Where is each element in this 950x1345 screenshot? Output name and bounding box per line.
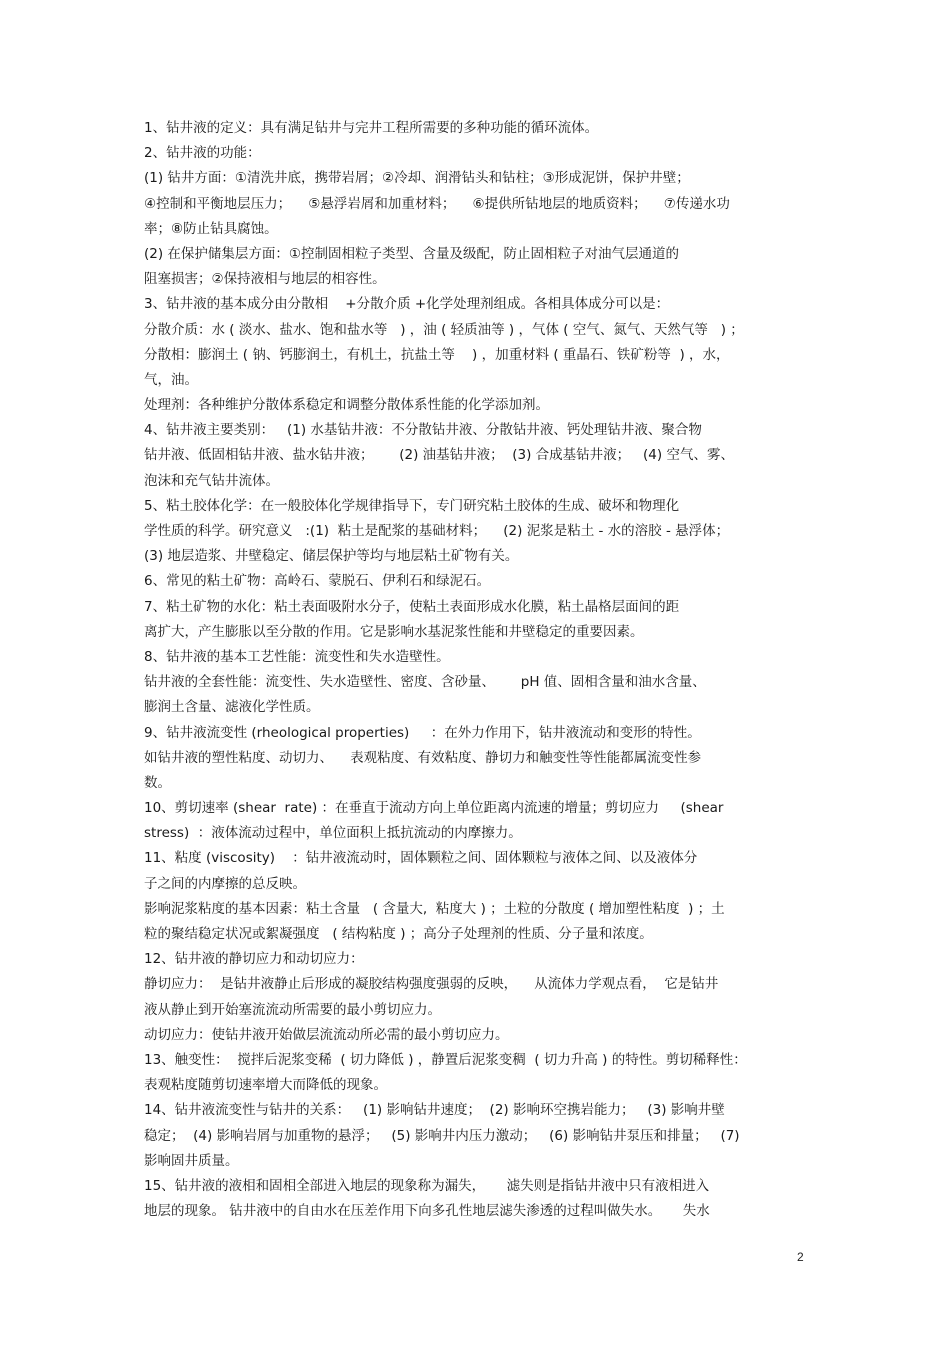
text-line: (2) 在保护储集层方面：①控制固相粒子类型、含量及级配，防止固相粒子对油气层通道的 <box>144 245 680 262</box>
text-line: 6、常见的粘土矿物：高岭石、蒙脱石、伊利石和绿泥石。 <box>144 573 491 590</box>
text-line: 如钻井液的塑性粘度、动切力、 表观粘度、有效粘度、静切力和触变性等性能都属流变性参 <box>144 749 702 766</box>
text-line: 影响固井质量。 <box>144 1152 239 1169</box>
text-line: 14、钻井液流变性与钻井的关系： (1) 影响钻井速度； (2) 影响环空携岩能力； (3) 影响井壁 <box>144 1102 725 1119</box>
text-line: 子之间的内摩擦的总反映。 <box>144 875 306 892</box>
text-line: 7、粘土矿物的水化：粘土表面吸附水分子，使粘土表面形成水化膜，粘土晶格层面间的距 <box>144 598 680 615</box>
text-line: 膨润土含量、滤液化学性质。 <box>144 699 320 716</box>
text-line: 钻井液的全套性能：流变性、失水造壁性、密度、含砂量、 pH 值、固相含量和油水含量、 <box>144 674 706 691</box>
text-line: 4、钻井液主要类别： (1) 水基钻井液：不分散钻井液、分散钻井液、钙处理钻井液、聚合物 <box>144 422 702 439</box>
text-line: 表观粘度随剪切速率增大而降低的现象。 <box>144 1077 387 1094</box>
text-line: 地层的现象。 钻井液中的自由水在压差作用下向多孔性地层滤失渗透的过程叫做失水。 失水 <box>144 1203 710 1220</box>
text-line: 动切应力：使钻井液开始做层流流动所必需的最小剪切应力。 <box>144 1026 509 1043</box>
text-line: 离扩大，产生膨胀以至分散的作用。它是影响水基泥浆性能和井壁稳定的重要因素。 <box>144 623 644 640</box>
text-line: 数。 <box>144 774 171 791</box>
text-line: 液从静止到开始塞流流动所需要的最小剪切应力。 <box>144 1001 441 1018</box>
text-line: 影响泥浆粘度的基本因素：粘土含量 ( 含量大, 粘度大 ) ；土粒的分散度 ( 增加塑性粘度 ) ；土 <box>144 900 725 917</box>
text-line: 稳定； (4) 影响岩屑与加重物的悬浮； (5) 影响井内压力激动； (6) 影响钻井泵压和排量； (7) <box>144 1127 740 1144</box>
text-line: 粒的聚结稳定状况或絮凝强度 ( 结构粘度 ) ；高分子处理剂的性质、分子量和浓度。 <box>144 926 653 942</box>
page-number: 2 <box>797 1250 804 1264</box>
text-line: 分散介质：水 ( 淡水、盐水、饱和盐水等 ) ，油 ( 轻质油等 ) ，气体 ( 空气、氮气、天然气等 ) ； <box>144 321 744 338</box>
text-line: ④控制和平衡地层压力； ⑤悬浮岩屑和加重材料； ⑥提供所钻地层的地质资料； ⑦传递水功 <box>144 195 730 212</box>
text-line: 2、钻井液的功能： <box>144 145 261 162</box>
text-line: 分散相：膨润土 ( 钠、钙膨润土，有机土，抗盐土等 ) ，加重材料 ( 重晶石、铁矿粉等 ) ，水， <box>144 346 730 363</box>
text-line: stress) ：液体流动过程中，单位面积上抵抗流动的内摩擦力。 <box>144 825 522 842</box>
text-line: 气，油。 <box>144 371 198 388</box>
text-line: 处理剂：各种维护分散体系稳定和调整分散体系性能的化学添加剂。 <box>144 397 549 414</box>
text-line: 泡沫和充气钻井流体。 <box>144 472 279 489</box>
text-line: 静切应力： 是钻井液静止后形成的凝胶结构强度强弱的反映， 从流体力学观点看， 它是钻井 <box>144 976 719 993</box>
text-line: 12、钻井液的静切应力和动切应力： <box>144 951 364 968</box>
text-line: 8、钻井液的基本工艺性能：流变性和失水造壁性。 <box>144 648 450 665</box>
text-line: 9、钻井液流变性 (rheological properties) ：在外力作用下，钻井液流动和变形的特性。 <box>144 724 701 741</box>
text-line: 1、钻井液的定义：具有满足钻井与完井工程所需要的多种功能的循环流体。 <box>144 120 599 136</box>
text-line: (1) 钻井方面：①清洗井底，携带岩屑；②冷却、润滑钻头和钻柱；③形成泥饼，保护井壁； <box>144 170 690 187</box>
text-line: 11、粘度 (viscosity) ：钻井液流动时，固体颗粒之间、固体颗粒与液体之间、以及液体分 <box>144 850 698 867</box>
text-line: 15、钻井液的液相和固相全部进入地层的现象称为漏失， 滤失则是指钻井液中只有液相进入 <box>144 1177 710 1194</box>
text-line: 13、触变性： 搅拌后泥浆变稀 ( 切力降低 ) ，静置后泥浆变稠 ( 切力升高 ) 的特性。剪切稀释性： <box>144 1051 747 1068</box>
text-line: 率；⑧防止钻具腐蚀。 <box>144 220 278 237</box>
text-line: (3) 地层造浆、井壁稳定、储层保护等均与地层粘土矿物有关。 <box>144 548 519 565</box>
text-line: 学性质的科学。研究意义 :(1) 粘土是配浆的基础材料； (2) 泥浆是粘土 - 水的溶胶 - 悬浮体； <box>144 523 730 539</box>
text-line: 10、剪切速率 (shear rate) ：在垂直于流动方向上单位距离内流速的增量；剪切应力 (shear <box>144 800 724 817</box>
text-line: 3、钻井液的基本成分由分散相 +分散介质 +化学处理剂组成。各相具体成分可以是： <box>144 296 670 313</box>
text-line: 钻井液、低固相钻井液、盐水钻井液； (2) 油基钻井液； (3) 合成基钻井液； (4) 空气、雾、 <box>144 447 734 464</box>
text-line: 阻塞损害；②保持液相与地层的相容性。 <box>144 271 386 288</box>
document-body <box>144 116 806 1224</box>
text-line: 5、粘土胶体化学：在一般胶体化学规律指导下，专门研究粘土胶体的生成、破坏和物理化 <box>144 497 680 514</box>
